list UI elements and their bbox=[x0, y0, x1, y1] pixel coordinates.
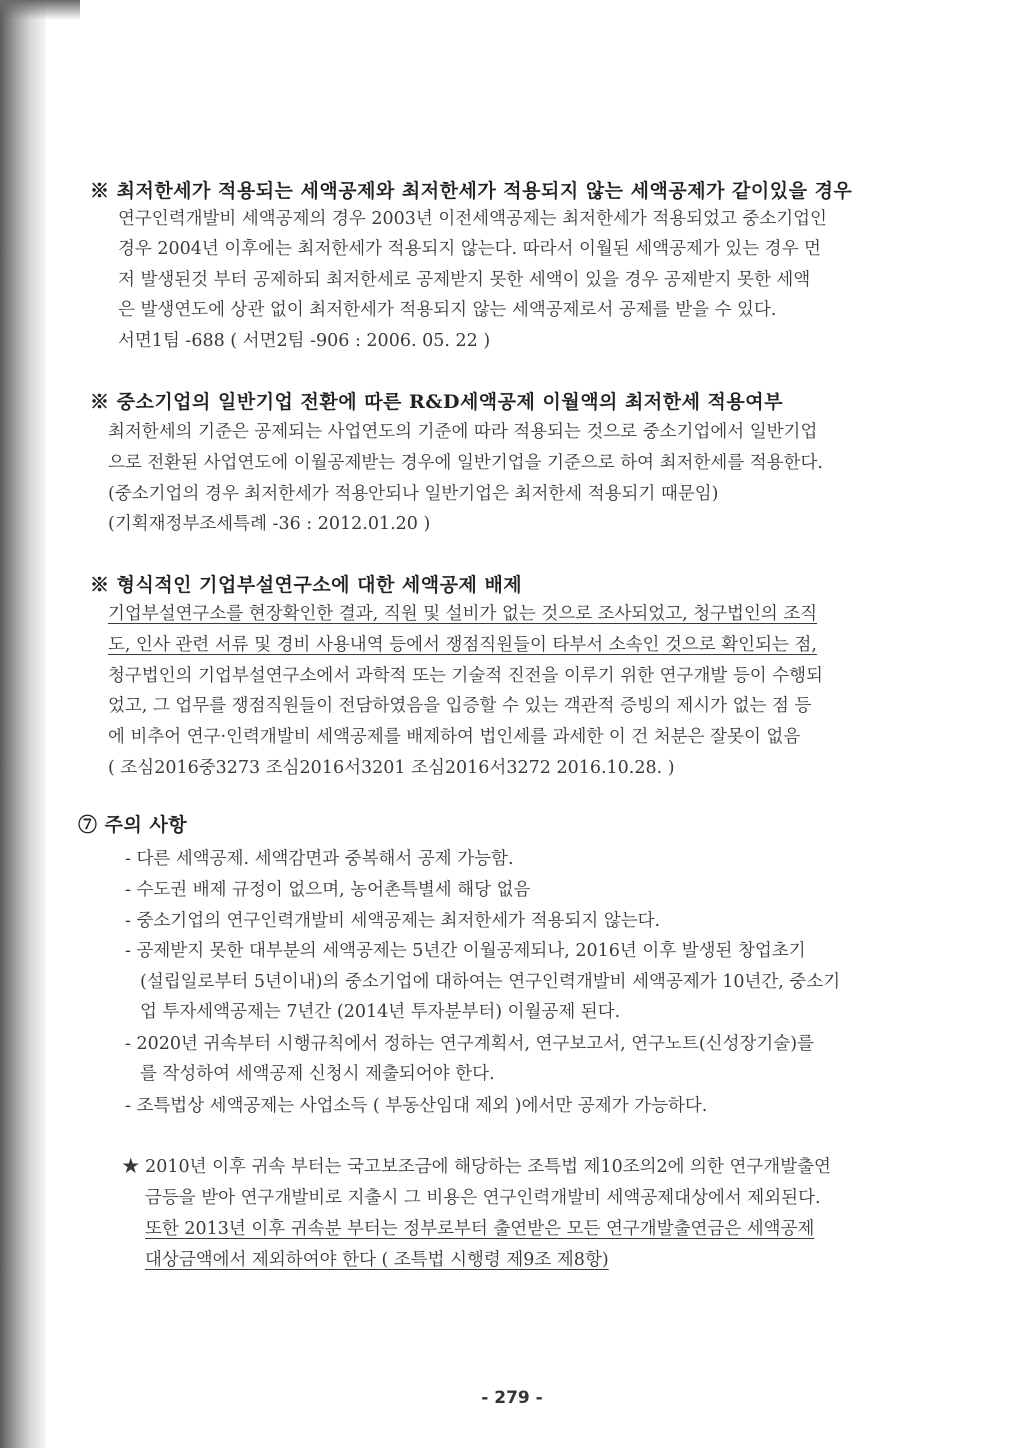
section-2-citation: (기획재정부조세특례 -36 : 2012.01.20 ) bbox=[108, 514, 431, 534]
section-2-line: 으로 전환된 사업연도에 이월공제받는 경우에 일반기업을 기준으로 하여 최저한세를 적용한다. bbox=[108, 453, 823, 473]
section-3-citation: ( 조심2016중3273 조심2016서3201 조심2016서3272 2016.10.28. ) bbox=[108, 758, 675, 778]
section-2-heading: ※ 중소기업의 일반기업 전환에 따른 R&D세액공제 이월액의 최저한세 적용여부 bbox=[90, 391, 783, 413]
notes-item-continued: (설립일로부터 5년이내)의 중소기업에 대하여는 연구인력개발비 세액공제가 10년간, 중소기 bbox=[140, 972, 841, 992]
section-1-line: 은 발생연도에 상관 없이 최저한세가 적용되지 않는 세액공제로서 공제를 받을 수 있다. bbox=[118, 300, 777, 320]
section-3-line-underlined: 기업부설연구소를 현장확인한 결과, 직원 및 설비가 없는 것으로 조사되었고, 청구법인의 조직 bbox=[108, 604, 818, 624]
section-1-line: 연구인력개발비 세액공제의 경우 2003년 이전세액공제는 최저한세가 적용되었고 중소기업인 bbox=[118, 209, 827, 229]
section-2-line: 최저한세의 기준은 공제되는 사업연도의 기준에 따라 적용되는 것으로 중소기업에서 일반기업 bbox=[108, 422, 818, 442]
notes-item: - 중소기업의 연구인력개발비 세액공제는 최저한세가 적용되지 않는다. bbox=[125, 911, 661, 931]
star-note-line-underlined: 또한 2013년 이후 귀속분 부터는 정부로부터 출연받은 모든 연구개발출연금은 세액공제 bbox=[145, 1219, 815, 1239]
notes-item: - 2020년 귀속부터 시행규칙에서 정하는 연구계획서, 연구보고서, 연구노트(신성장기술)를 bbox=[125, 1034, 814, 1054]
notes-item: - 조특법상 세액공제는 사업소득 ( 부동산임대 제외 )에서만 공제가 가능하다. bbox=[125, 1096, 708, 1116]
section-1-line: 경우 2004년 이후에는 최저한세가 적용되지 않는다. 따라서 이월된 세액공제가 있는 경우 먼 bbox=[118, 239, 821, 259]
notes-item: - 공제받지 못한 대부분의 세액공제는 5년간 이월공제되나, 2016년 이후 발생된 창업초기 bbox=[125, 941, 806, 961]
section-1-line: 저 발생된것 부터 공제하되 최저한세로 공제받지 못한 세액이 있을 경우 공제받지 못한 세액 bbox=[118, 270, 811, 290]
notes-item-continued: 업 투자세액공제는 7년간 (2014년 투자분부터) 이월공제 된다. bbox=[140, 1002, 621, 1022]
section-1-heading: ※ 최저한세가 적용되는 세액공제와 최저한세가 적용되지 않는 세액공제가 같이있을 경우 bbox=[90, 180, 853, 202]
section-3-line-underlined: 도, 인사 관련 서류 및 경비 사용내역 등에서 쟁점직원들이 타부서 소속인 것으로 확인되는 점, bbox=[108, 635, 817, 655]
section-2-line: (중소기업의 경우 최저한세가 적용안되나 일반기업은 최저한세 적용되기 때문임) bbox=[108, 484, 719, 504]
notes-item: - 다른 세액공제. 세액감면과 중복해서 공제 가능함. bbox=[125, 849, 514, 869]
star-note-line: ★ 2010년 이후 귀속 부터는 국고보조금에 해당하는 조특법 제10조의2에 의한 연구개발출연 bbox=[122, 1157, 831, 1177]
star-note-line-underlined: 대상금액에서 제외하여야 한다 ( 조특법 시행령 제9조 제8항) bbox=[145, 1250, 609, 1270]
page-number: - 279 - bbox=[481, 1388, 543, 1408]
section-3-line: 었고, 그 업무를 쟁점직원들이 전담하였음을 입증할 수 있는 객관적 증빙의 제시가 없는 점 등 bbox=[108, 696, 812, 716]
notes-item-continued: 를 작성하여 세액공제 신청시 제출되어야 한다. bbox=[140, 1064, 495, 1084]
section-3-line: 에 비추어 연구·인력개발비 세액공제를 배제하여 법인세를 과세한 이 건 처분은 잘못이 없음 bbox=[108, 727, 801, 747]
star-note-line: 금등을 받아 연구개발비로 지출시 그 비용은 연구인력개발비 세액공제대상에서 제외된다. bbox=[145, 1188, 821, 1208]
notes-item: - 수도권 배제 규정이 없으며, 농어촌특별세 해당 없음 bbox=[125, 880, 531, 900]
section-3-heading: ※ 형식적인 기업부설연구소에 대한 세액공제 배제 bbox=[90, 574, 523, 596]
section-3-line: 청구법인의 기업부설연구소에서 과학적 또는 기술적 진전을 이루기 위한 연구개발 등이 수행되 bbox=[108, 666, 823, 686]
section-1-citation: 서면1팀 -688 ( 서면2팀 -906 : 2006. 05. 22 ) bbox=[118, 331, 491, 351]
notes-heading: ⑦ 주의 사항 bbox=[78, 814, 188, 836]
